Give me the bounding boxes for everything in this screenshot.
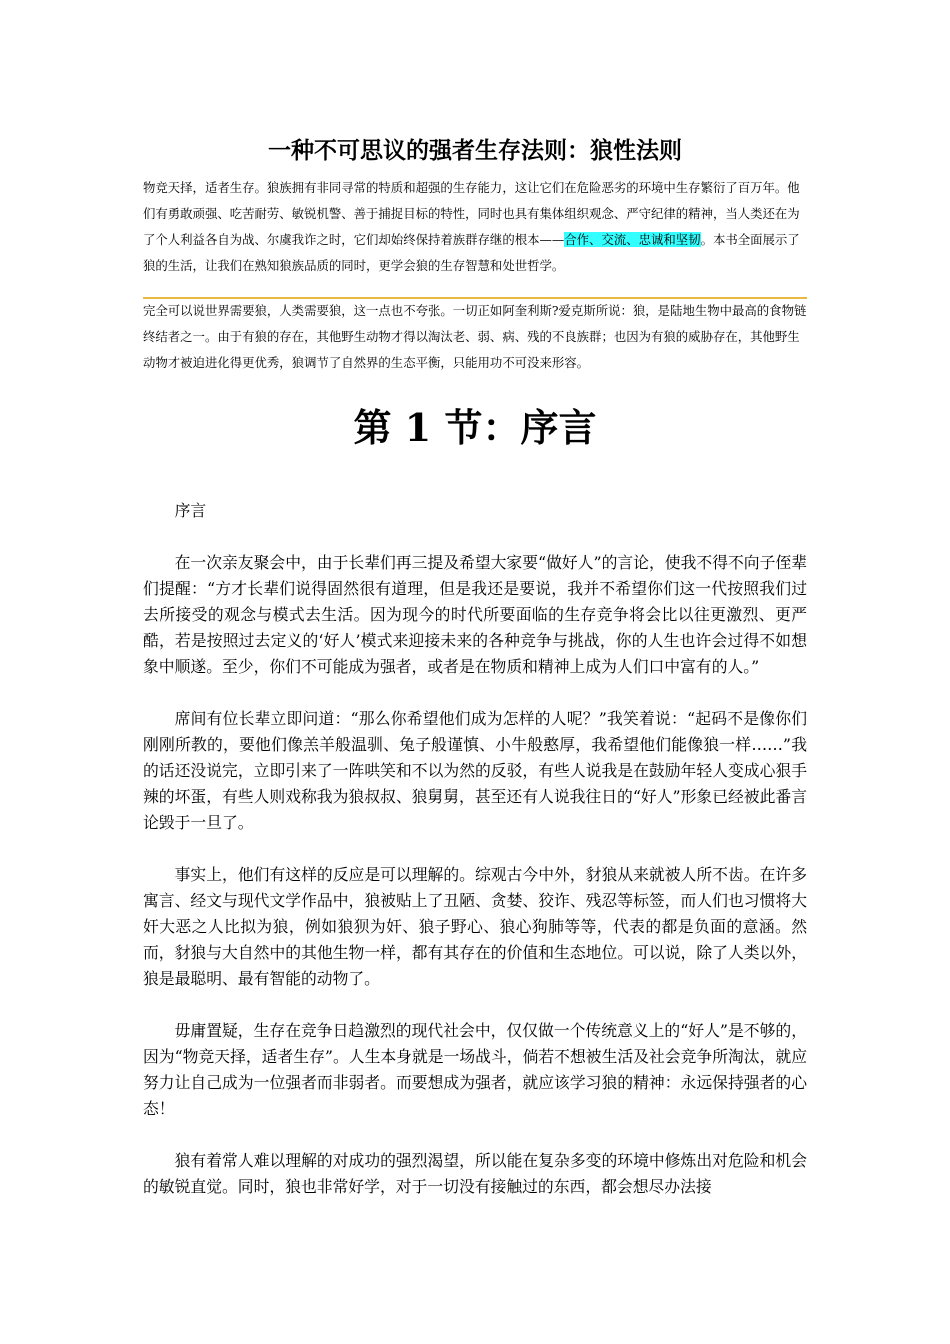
intro-text-before: 物竞天择，适者生存。狼族拥有非同寻常的特质和超强的生存能力，这让它们在危险恶劣的环境中生存繁衍了百万年。他们有勇敢顽强、吃苦耐劳、敏锐机警、善于捕捉目标的特性，同时也具有集体组织观念、严守纪律的精神，当人类还在为了个人利益各自为战、尔虞我诈之时，它们却始终保持着族群存继的根本——	[143, 180, 800, 247]
body-paragraph: 狼有着常人难以理解的对成功的强烈渴望，所以能在复杂多变的环境中修炼出对危险和机会的敏锐直觉。同时，狼也非常好学，对于一切没有接触过的东西，都会想尽办法接	[143, 1151, 807, 1196]
body-paragraph: 毋庸置疑，生存在竞争日趋激烈的现代社会中，仅仅做一个传统意义上的“好人”是不够的，因为“物竞天择，适者生存”。人生本身就是一场战斗，倘若不想被生活及社会竞争所淘汰，就应努力让自己成为一位强者而非弱者。而要想成为强者，就应该学习狼的精神：永远保持强者的心态！	[143, 1021, 807, 1118]
intro-text-after: 。本书全面展示了狼的生活，让我们在熟知狼族品质的同时，更学会狼的生存智慧和处世哲学。	[143, 232, 800, 273]
section-heading: 第 1 节：序言	[353, 405, 597, 450]
body-paragraph: 在一次亲友聚会中，由于长辈们再三提及希望大家要“做好人”的言论，使我不得不向子侄辈们提醒：“方才长辈们说得固然很有道理，但是我还是要说，我并不希望你们这一代按照我们过去所接受的观念与模式去生活。因为现今的时代所要面临的生存竞争将会比以往更激烈、更严酷，若是按照过去定义的‘好人’模式来迎接未来的各种竞争与挑战，你的人生也许会过得不如想象中顺遂。至少，你们不可能成为强者，或者是在物质和精神上成为人们口中富有的人。”	[143, 553, 807, 676]
body-paragraph: 序言	[174, 501, 207, 520]
body-paragraph: 事实上，他们有这样的反应是可以理解的。综观古今中外，豺狼从来就被人所不齿。在许多寓言、经文与现代文学作品中，狼被贴上了丑陋、贪婪、狡诈、残忍等标签，而人们也习惯将大奸大恶之人比拟为狼，例如狼狈为奸、狼子野心、狼心狗肺等等，代表的都是负面的意涵。然而，豺狼与大自然中的其他生物一样，都有其存在的价值和生态地位。可以说，除了人类以外，狼是最聪明、最有智能的动物了。	[143, 865, 807, 988]
body-paragraph: 席间有位长辈立即问道：“那么你希望他们成为怎样的人呢？”我笑着说：“起码不是像你们刚刚所教的，要他们像羔羊般温驯、兔子般谨慎、小牛般憨厚，我希望他们能像狼一样……”我的话还没说完，立即引来了一阵哄笑和不以为然的反驳，有些人说我是在鼓励年轻人变成心狠手辣的坏蛋，有些人则戏称我为狼叔叔、狼舅舅，甚至还有人说我往日的“好人”形象已经被此番言论毁于一旦了。	[143, 709, 807, 832]
body-text	[143, 498, 807, 1226]
highlighted-text: 合作、交流、忠诚和坚韧	[564, 232, 701, 247]
intro-paragraph-2: 完全可以说世界需要狼，人类需要狼，这一点也不夸张。一切正如阿奎利斯?爱克斯所说：狼，是陆地生物中最高的食物链终结者之一。由于有狼的存在，其他野生动物才得以淘汰老、弱、病、残的不良族群；也因为有狼的威胁存在，其他野生动物才被迫进化得更优秀，狼调节了自然界的生态平衡，只能用功不可没来形容。	[143, 303, 807, 370]
intro-paragraph	[143, 175, 807, 279]
document-title: 一种不可思议的强者生存法则：狼性法则	[268, 138, 682, 164]
